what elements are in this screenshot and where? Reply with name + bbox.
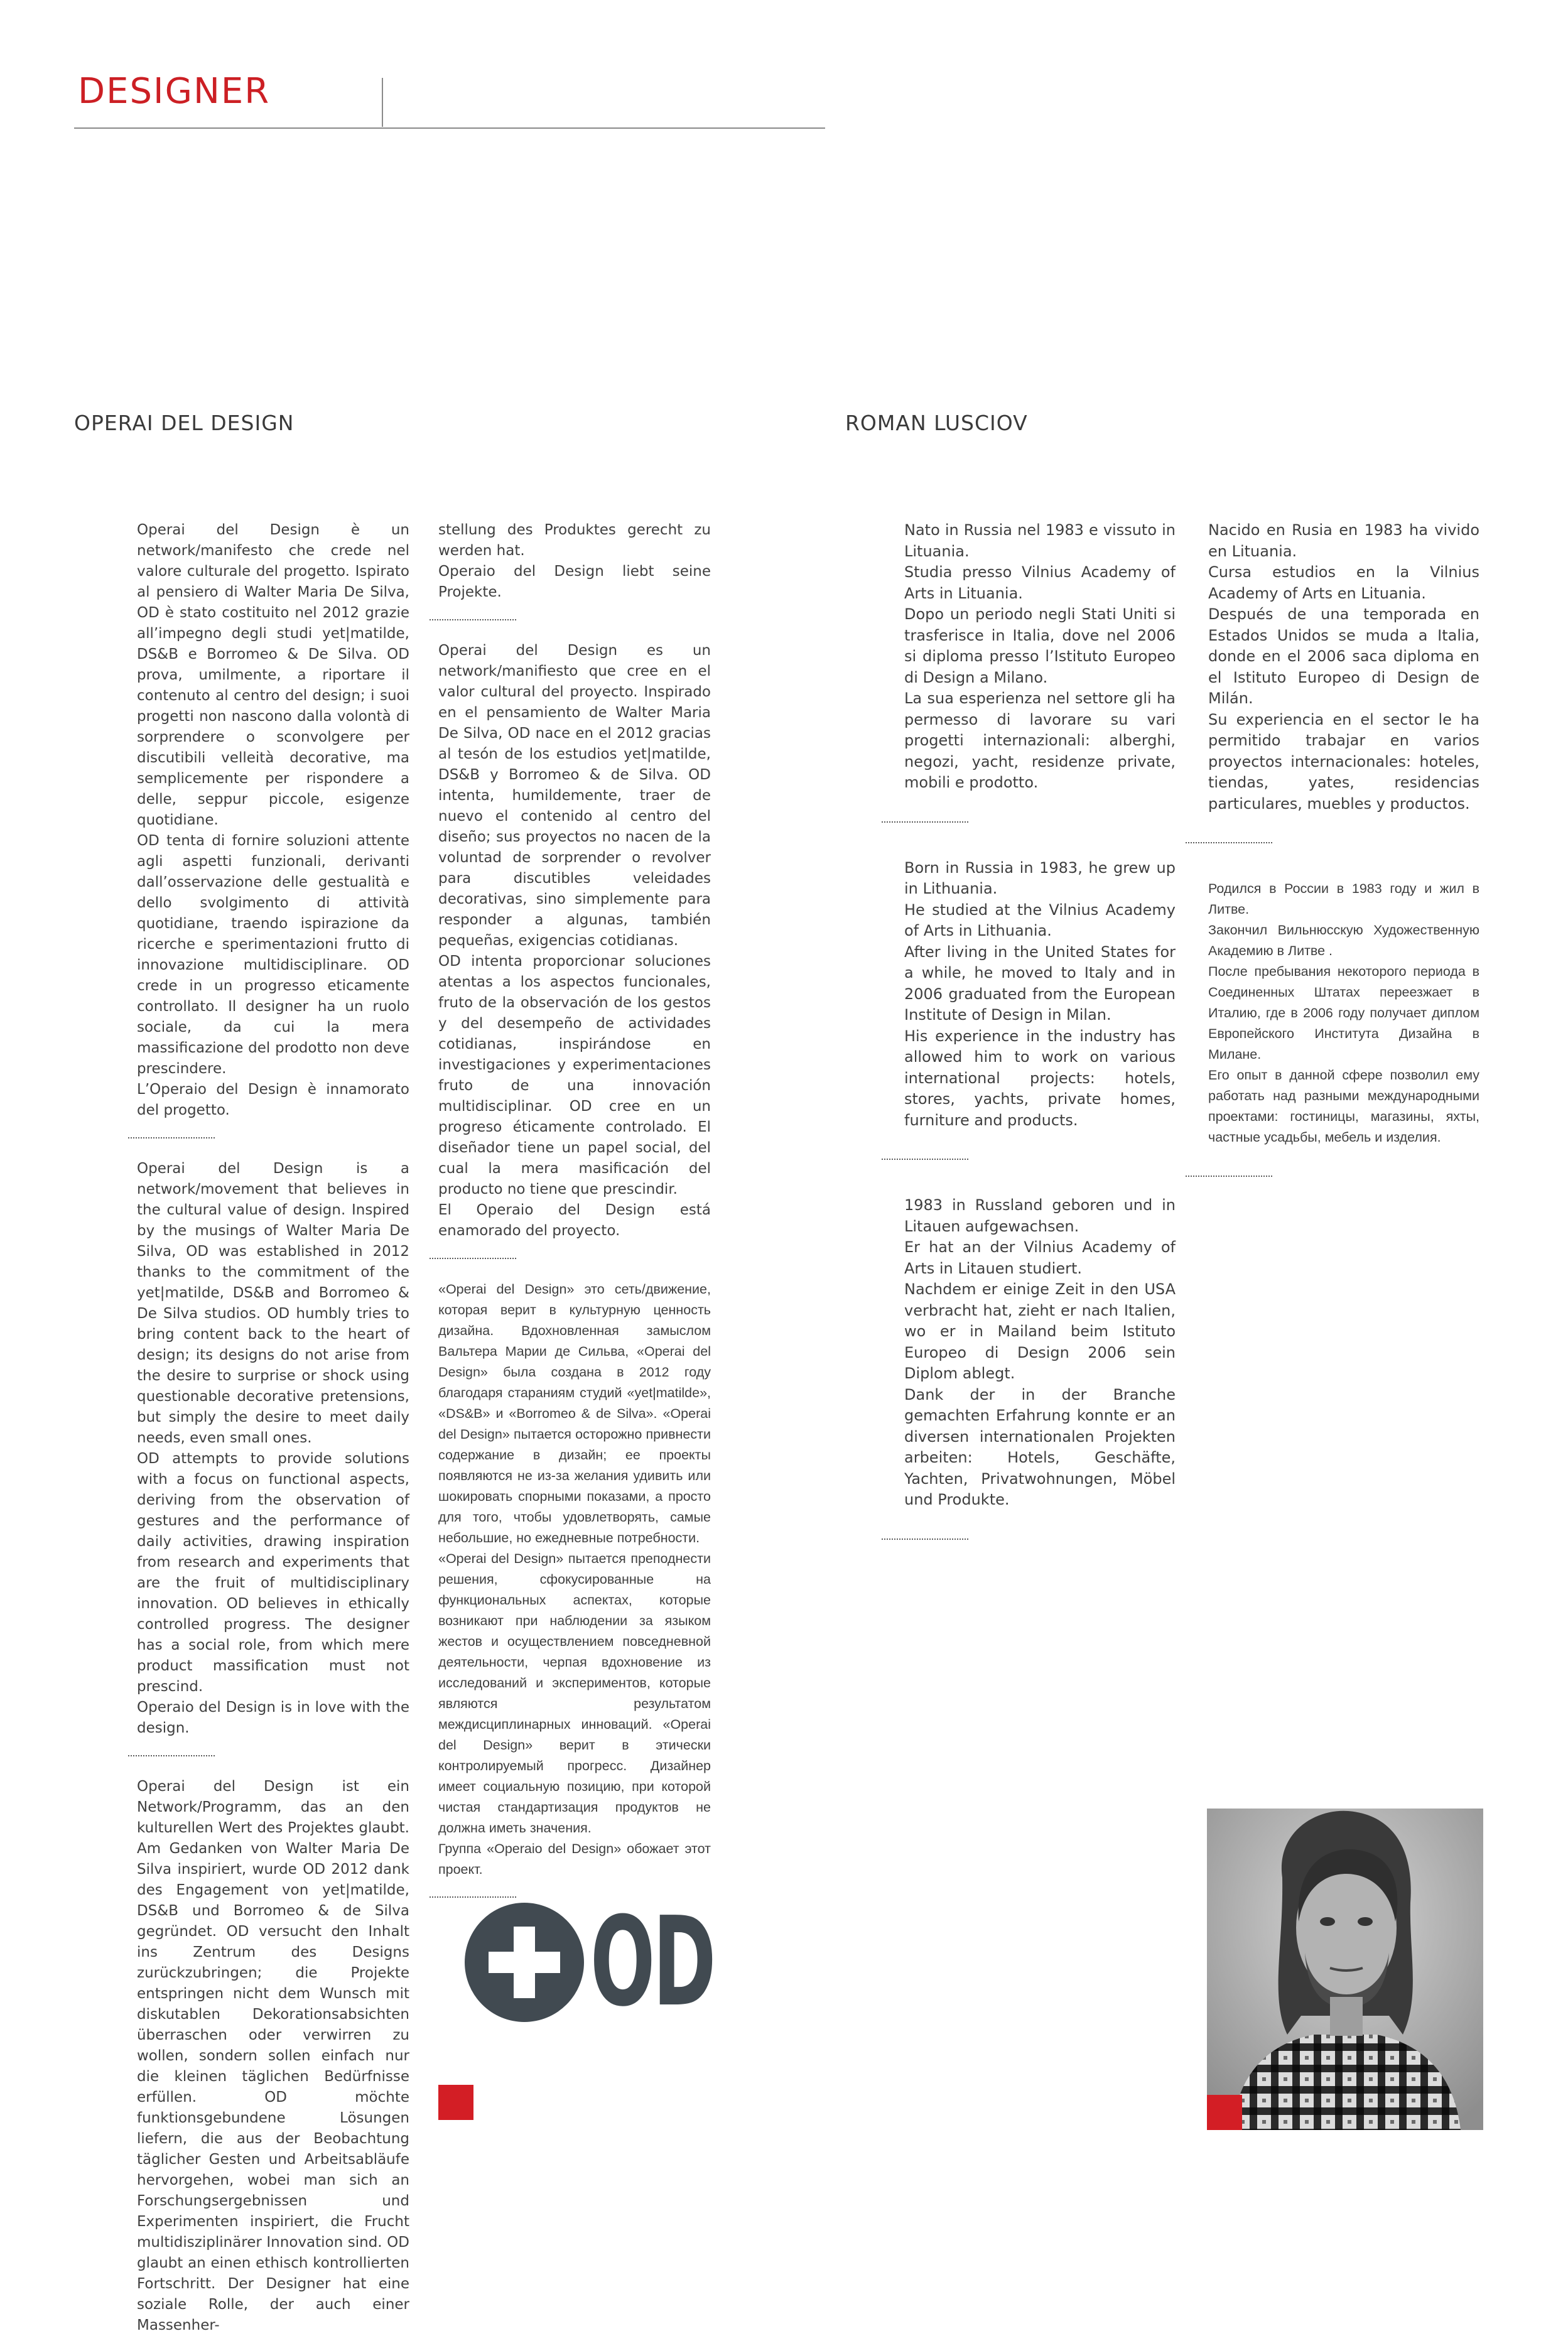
paragraph: Родился в России в 1983 году и жил в Литве. <box>1208 881 1479 917</box>
paragraph: OD intenta proporcionar soluciones atentas a los aspectos funcionales, fruto de la observación de los gestos y del desempeño de actividades cotidianas, inspirándose en investigaciones y experimentaciones fruto de una innovación multidisciplinar. OD cree en un progreso éticamente controlado. El diseñador tiene un papel social, del cual la mera masificación del producto no tiene que prescindir. <box>438 953 711 1198</box>
section-heading-roman: ROMAN LUSCIOV <box>845 411 1028 435</box>
operai-text-german <box>137 1776 409 2336</box>
dotted-separator <box>430 1896 516 1898</box>
operai-text-spanish <box>438 641 711 1241</box>
dotted-separator <box>882 821 968 823</box>
operai-text-german-continued <box>438 520 711 603</box>
paragraph: He studied at the Vilnius Academy of Arts in Lithuania. <box>904 900 1176 939</box>
paragraph: Operai del Design è un network/manifesto che crede nel valore culturale del progetto. Ispirato al pensiero di Walter Maria De Silva, OD è stato costituito nel 2012 grazie all’impegno degli studi yet|matilde, DS&B e Borromeo & De Silva. OD prova, umilmente, a riportare il contenuto al centro del design; i suoi progetti non nascono dalla volontà di sorprendere o sconvolgere per discutibili velleità decorative, ma semplicemente per rispondere a delle, seppur piccole, esigenze quotidiane. <box>137 522 409 828</box>
roman-column-1 <box>904 520 1176 1560</box>
header-vertical-divider <box>382 78 383 127</box>
paragraph: Su experiencia en el sector le ha permitido trabajar en varios proyectos internacionales: hoteles, tiendas, yates, residencias particulares, muebles y productos. <box>1208 710 1479 813</box>
od-logo <box>465 1891 714 2034</box>
header-rule <box>74 127 825 129</box>
paragraph: After living in the United States for a while, he moved to Italy and in 2006 graduated from the European Institute of Design in Milan. <box>904 943 1176 1024</box>
paragraph: Born in Russia in 1983, he grew up in Lithuania. <box>904 858 1176 897</box>
paragraph: La sua esperienza nel settore gli ha permesso di lavorare su vari progetti internazionali: alberghi, negozi, yacht, residenze private, mobili e prodotto. <box>904 689 1176 791</box>
od-logo-text: OD <box>590 1891 714 2034</box>
paragraph: stellung des Produktes gerecht zu werden hat. <box>438 522 711 559</box>
paragraph: 1983 in Russland geboren und in Litauen aufgewachsen. <box>904 1196 1176 1235</box>
paragraph: «Operai del Design» это сеть/движение, которая верит в культурную ценность дизайна. Вдохновленная замыслом Вальтера Марии де Сильва, «Operai del Design» была создана в 2012 году благодаря стараниям студий «yet|matilde», «DS&B» и «Borromeo & de Silva». «Operai del Design» пытается осторожно привнести содержание в дизайн; ее проекты появляются не из-за желания удивить или шокировать спорными показами, а просто для того, чтобы удовлетворять, самые небольшие, но ежедневные потребности. <box>438 1282 711 1545</box>
paragraph: Operai del Design is a network/movement that believes in the cultural value of design. Inspired by the musings of Walter Maria De Silva, OD was established in 2012 thanks to the commitment of the yet|matilde, DS&B and Borromeo & De Silva studios. OD humbly tries to bring content back to the heart of design; its designs do not arise from the desire to surprise or shock using questionable decorative pretensions, but simply the desire to meet daily needs, even small ones. <box>137 1160 409 1446</box>
paragraph: Después de una temporada en Estados Unidos se muda a Italia, donde en el 2006 saca diploma en el Istituto Europeo di Design de Milán. <box>1208 605 1479 707</box>
dotted-separator <box>1186 1176 1272 1177</box>
paragraph: Группа «Operaio del Design» обожает этот проект. <box>438 1841 711 1877</box>
paragraph: Nato in Russia nel 1983 e vissuto in Lituania. <box>904 521 1176 560</box>
paragraph: Dopo un periodo negli Stati Uniti si trasferisce in Italia, dove nel 2006 si diploma presso l’Istituto Europeo di Design a Milano. <box>904 605 1176 686</box>
portrait-photo <box>1207 1809 1483 2130</box>
dotted-separator <box>882 1538 968 1540</box>
roman-bio-spanish <box>1208 520 1479 814</box>
operai-text-english <box>137 1159 409 1739</box>
roman-column-2 <box>1208 520 1479 1197</box>
paragraph: El Operaio del Design está enamorado del proyecto. <box>438 1202 711 1239</box>
roman-bio-russian <box>1208 879 1479 1148</box>
dotted-separator <box>128 1755 215 1756</box>
paragraph: «Operai del Design» пытается преподнести решения, сфокусированные на функциональных аспектах, которые возникают при наблюдении за языком жестов и осуществлением повседневной деятельности, черпая вдохновение из исследований и экспериментов, которые являются результатом междисциплинарных инноваций. «Operai del Design» верит в этически контролируемый прогресс. Дизайнер имеет социальную позицию, при которой чистая стандартизация продуктов не должна иметь значения. <box>438 1551 711 1836</box>
dotted-separator <box>430 1258 516 1259</box>
paragraph: OD tenta di fornire soluzioni attente agli aspetti funzionali, derivanti dall’osservazione delle gestualità e dello svolgimento di attività quotidiane, traendo ispirazione da ricerche e sperimentazioni frutto di innovazione multidisciplinare. OD crede in un progresso eticamente controllato. Il designer ha un ruolo sociale, da cui la mera massificazione del prodotto non deve prescindere. <box>137 833 409 1077</box>
dotted-separator <box>430 619 516 620</box>
paragraph: Studia presso Vilnius Academy of Arts in Lituania. <box>904 563 1176 602</box>
dotted-separator <box>128 1137 215 1138</box>
operai-column-1 <box>137 520 409 2336</box>
accent-square <box>438 2085 473 2120</box>
operai-text-russian <box>438 1279 711 1880</box>
paragraph: Operai del Design es un network/manifiesto que cree en el valor cultural del proyecto. Inspirado en el pensamiento de Walter Maria De Silva, OD nace en el 2012 gracias al tesón de los estudios yet|matilde, DS&B y Borromeo & de Silva. OD intenta, humildemente, traer de nuevo el contenido al centro del diseño; sus proyectos no nacen de la voluntad de sorprender o revolver para discutibles veleidades decorativas, sino simplemente para responder a algunas, también pequeñas, exigencias cotidianas. <box>438 642 711 949</box>
paragraph: Operai del Design ist ein Network/Programm, das an den kulturellen Wert des Projektes glaubt. Am Gedanken von Walter Maria De Silva inspiriert, wurde OD 2012 dank des Engagement von yet|matilde, DS&B und Borromeo & de Silva gegründet. OD versucht den Inhalt ins Zentrum des Designs zurückzubringen; die Projekte entspringen nicht dem Wunsch mit diskutablen Dekorationsabsichten überraschen oder verwirren zu wollen, sondern sollen einfach nur die kleinen täglichen Bedürfnisse erfüllen. OD möchte funktionsgebundene Lösungen liefern, die aus der Beobachtung täglicher Gesten und Arbeitsabläufe hervorgehen, wobei man sich an Forschungsergebnissen und Experimenten inspiriert, die Frucht multidisziplinärer Innovation sind. OD glaubt an einen ethisch kontrollierten Fortschritt. Der Designer hat eine soziale Rolle, der auch einer Massenher- <box>137 1778 409 2333</box>
paragraph: Operaio del Design liebt seine Projekte. <box>438 563 711 600</box>
paragraph: Dank der in der Branche gemachten Erfahrung konnte er an diversen internationalen Projekten arbeiten: Hotels, Geschäfte, Yachten, Privatwohnungen, Möbel und Produkte. <box>904 1385 1176 1508</box>
paragraph: После пребывания некоторого периода в Соединенных Штатах переезжает в Италию, где в 2006 году получает диплом Европейского Института Дизайна в Милане. <box>1208 964 1479 1062</box>
cross-circle-icon <box>465 1903 584 2022</box>
paragraph: His experience in the industry has allowed him to work on various international projects: hotels, stores, yachts, private homes, furniture and products. <box>904 1027 1176 1129</box>
operai-column-2 <box>438 520 711 1918</box>
paragraph: Nachdem er einige Zeit in den USA verbracht hat, zieht er nach Italien, wo er in Mailand beim Istituto Europeo di Design 2006 sein Diplom ablegt. <box>904 1280 1176 1382</box>
paragraph: Закончил Вильнюсскую Художественную Академию в Литве . <box>1208 922 1479 958</box>
dotted-separator <box>882 1159 968 1160</box>
paragraph: Его опыт в данной сфере позволил ему работать над разными международными проектами: гостиницы, магазины, яхты, частные усадьбы, мебель и изделия. <box>1208 1068 1479 1145</box>
paragraph: Er hat an der Vilnius Academy of Arts in Litauen studiert. <box>904 1238 1176 1277</box>
page-title: DESIGNER <box>78 71 271 112</box>
paragraph: L’Operaio del Design è innamorato del progetto. <box>137 1081 409 1118</box>
roman-bio-german <box>904 1195 1176 1511</box>
operai-text-italian <box>137 520 409 1121</box>
paragraph: OD attempts to provide solutions with a focus on functional aspects, deriving from the observation of gestures and the performance of daily activities, drawing inspiration from research and experiments that are the fruit of multidisciplinary innovation. OD believes in ethically controlled progress. The designer has a social role, from which mere product massification must not prescind. <box>137 1451 409 1695</box>
dotted-separator <box>1186 842 1272 843</box>
accent-square <box>1207 2095 1242 2130</box>
section-heading-operai: OPERAI DEL DESIGN <box>74 411 295 435</box>
roman-bio-italian <box>904 520 1176 794</box>
paragraph: Nacido en Rusia en 1983 ha vivido en Lituania. <box>1208 521 1479 560</box>
roman-bio-english <box>904 858 1176 1132</box>
paragraph: Operaio del Design is in love with the design. <box>137 1699 409 1736</box>
portrait-image <box>1207 1809 1483 2130</box>
paragraph: Cursa estudios en la Vilnius Academy of Arts en Lituania. <box>1208 563 1479 602</box>
